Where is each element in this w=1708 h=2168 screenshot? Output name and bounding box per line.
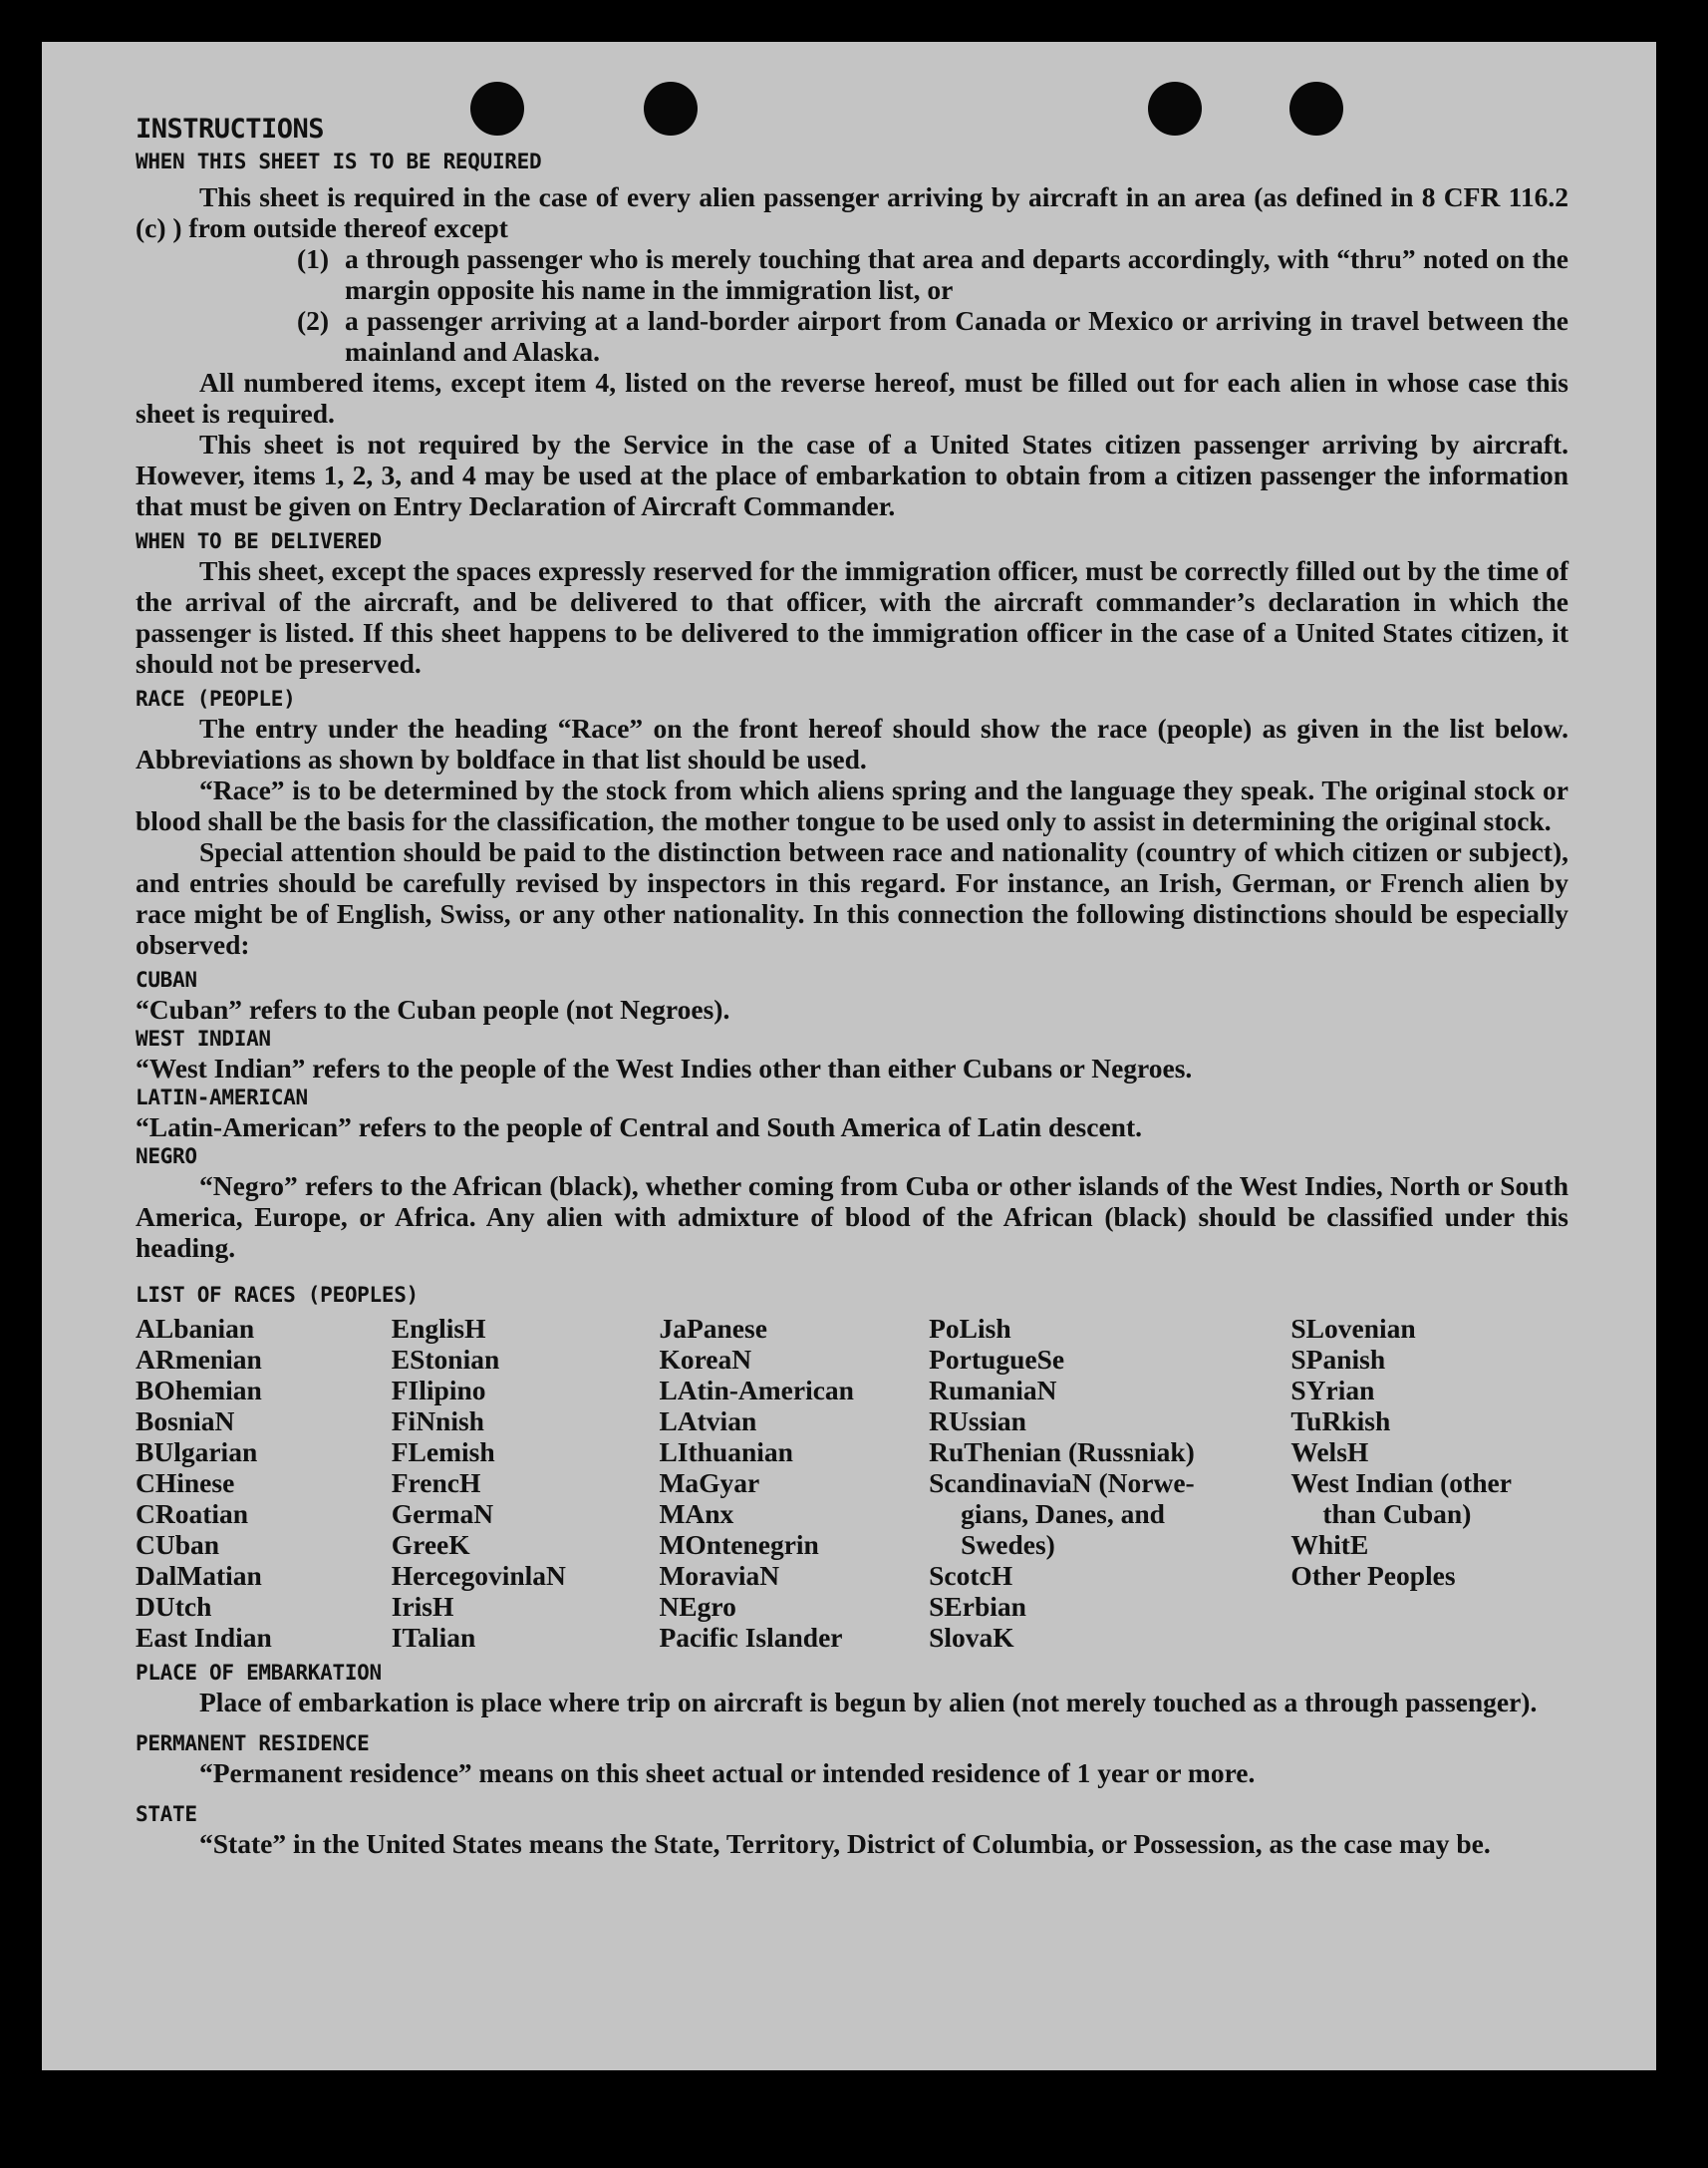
heading-cuban: CUBAN	[136, 968, 197, 992]
race-entry: ALbanian	[136, 1313, 255, 1344]
required-intro: This sheet is required in the case of every alien passenger arriving by aircraft in an area (as defined in 8 CFR 116.2 (c) ) from outside thereof except	[136, 181, 1568, 243]
heading-west-indian: WEST INDIAN	[136, 1027, 271, 1051]
race-entry: CUban	[136, 1529, 220, 1560]
race-entry: LAtin-American	[659, 1375, 854, 1405]
latin-american-text: “Latin-American” refers to the people of Central and South America of Latin descent.	[136, 1111, 1142, 1142]
race-para-2: “Race” is to be determined by the stock from which aliens spring and the language they speak. The original stock or blood shall be the basis for the classification, the mother tongue to be used only to assist in determining the original stock.	[136, 774, 1568, 836]
instructions-body	[136, 112, 1568, 1859]
west-indian-text: “West Indian” refers to the people of the West Indies other than either Cubans or Negroes.	[136, 1053, 1193, 1084]
race-entry: BosniaN	[136, 1405, 235, 1436]
race-entry: MOntenegrin	[659, 1529, 819, 1560]
race-entry: ScotcH	[929, 1560, 1013, 1591]
heading-when-required: WHEN THIS SHEET IS TO BE REQUIRED	[136, 150, 542, 173]
race-entry: gians, Danes, and	[961, 1498, 1165, 1529]
race-entry: GreeK	[391, 1529, 470, 1560]
race-entry: BUlgarian	[136, 1436, 258, 1467]
heading-permanent-residence: PERMANENT RESIDENCE	[136, 1731, 370, 1755]
heading-latin-american: LATIN-AMERICAN	[136, 1085, 308, 1109]
race-entry: East Indian	[136, 1622, 272, 1653]
race-entry: HercegovinlaN	[391, 1560, 566, 1591]
race-entry: WhitE	[1290, 1529, 1369, 1560]
race-entry: LIthuanian	[659, 1436, 793, 1467]
race-entry: BOhemian	[136, 1375, 262, 1405]
cuban-text: “Cuban” refers to the Cuban people (not Negroes).	[136, 994, 730, 1025]
race-entry: KoreaN	[659, 1344, 752, 1375]
embarkation-text: Place of embarkation is place where trip on aircraft is begun by alien (not merely touched as a through passenger).	[199, 1687, 1538, 1717]
races-column-3	[659, 1313, 929, 1653]
race-entry: PoLish	[929, 1313, 1011, 1344]
race-entry: RumaniaN	[929, 1375, 1057, 1405]
race-entry: FrencH	[391, 1467, 481, 1498]
race-entry: IrisH	[391, 1591, 454, 1622]
races-column-2	[392, 1313, 660, 1653]
document-page	[42, 42, 1656, 2070]
race-entry: MAnx	[659, 1498, 734, 1529]
race-entry: TuRkish	[1290, 1405, 1391, 1436]
race-entry: RUssian	[929, 1405, 1026, 1436]
races-column-5	[1290, 1313, 1568, 1653]
race-entry: SlovaK	[929, 1622, 1014, 1653]
race-entry: FLemish	[391, 1436, 495, 1467]
race-para-1: The entry under the heading “Race” on the front hereof should show the race (people) as given in the list below. Abbreviations as shown by boldface in that list should be used.	[136, 713, 1568, 774]
race-entry: DUtch	[136, 1591, 212, 1622]
race-entry: CRoatian	[136, 1498, 249, 1529]
race-entry: Other Peoples	[1290, 1560, 1456, 1591]
delivered-text: This sheet, except the spaces expressly reserved for the immigration officer, must be correctly filled out by the time of the arrival of the aircraft, and be delivered to that officer, with the aircraft commander’s declaration in which the passenger is listed. If this sheet happens to be delivered to the immigration officer in the case of a United States citizen, it should not be preserved.	[136, 555, 1568, 679]
heading-negro: NEGRO	[136, 1144, 197, 1168]
race-entry: FIlipino	[391, 1375, 486, 1405]
race-entry: NEgro	[659, 1591, 736, 1622]
race-entry: LAtvian	[659, 1405, 757, 1436]
race-entry: EStonian	[391, 1344, 500, 1375]
race-entry: CHinese	[136, 1467, 235, 1498]
exception-item: (1) a through passenger who is merely touching that area and departs accordingly, with “thru” noted on the margin opposite his name in the immigration list, or	[297, 243, 1568, 305]
state-text: “State” in the United States means the State, Territory, District of Columbia, or Possession, as the case may be.	[199, 1828, 1491, 1859]
race-entry: RuThenian (Russniak)	[929, 1436, 1195, 1467]
race-entry: SYrian	[1290, 1375, 1375, 1405]
residence-text: “Permanent residence” means on this sheet actual or intended residence of 1 year or more.	[199, 1757, 1256, 1788]
race-entry: than Cuban)	[1322, 1498, 1472, 1529]
heading-state: STATE	[136, 1802, 197, 1826]
race-entry: PortugueSe	[929, 1344, 1065, 1375]
race-entry: FiNnish	[391, 1405, 484, 1436]
race-entry: MoraviaN	[659, 1560, 780, 1591]
races-column-4	[929, 1313, 1290, 1653]
race-entry: SLovenian	[1290, 1313, 1416, 1344]
race-entry: JaPanese	[659, 1313, 767, 1344]
race-entry: EnglisH	[391, 1313, 486, 1344]
race-entry: GermaN	[391, 1498, 494, 1529]
race-entry: ITalian	[391, 1622, 476, 1653]
races-table	[136, 1313, 1568, 1653]
race-entry: WelsH	[1290, 1436, 1369, 1467]
race-entry: ARmenian	[136, 1344, 262, 1375]
heading-when-delivered: WHEN TO BE DELIVERED	[136, 529, 382, 553]
heading-place-of-embarkation: PLACE OF EMBARKATION	[136, 1661, 382, 1685]
race-entry: Swedes)	[961, 1529, 1055, 1560]
required-para-3: This sheet is not required by the Service in the case of a United States citizen passenger arriving by aircraft. However, items 1, 2, 3, and 4 may be used at the place of embarkation to obtain from a citizen passenger the information that must be given on Entry Declaration of Aircraft Commander.	[136, 429, 1568, 521]
heading-race: RACE (PEOPLE)	[136, 687, 296, 711]
required-para-2: All numbered items, except item 4, listed on the reverse hereof, must be filled out for each alien in whose case this sheet is required.	[136, 367, 1568, 429]
exceptions-list	[297, 243, 1568, 367]
race-entry: DalMatian	[136, 1560, 262, 1591]
heading-list-of-races: LIST OF RACES (PEOPLES)	[136, 1283, 419, 1307]
race-entry: ScandinaviaN (Norwe-	[929, 1467, 1195, 1498]
races-column-1	[136, 1313, 392, 1653]
race-para-3: Special attention should be paid to the distinction between race and nationality (country of which citizen or subject), and entries should be carefully revised by inspectors in this regard. For instance, an Irish, German, or French alien by race might be of English, Swiss, or any other nationality. In this connection the following distinctions should be especially observed:	[136, 836, 1568, 960]
negro-text: “Negro” refers to the African (black), whether coming from Cuba or other islands of the West Indies, North or South America, Europe, or Africa. Any alien with admixture of blood of the African (black) should be classified under this heading.	[136, 1170, 1568, 1263]
race-entry: SErbian	[929, 1591, 1026, 1622]
race-entry: West Indian (other	[1290, 1467, 1512, 1498]
page-title: INSTRUCTIONS	[136, 114, 325, 145]
race-entry: MaGyar	[659, 1467, 760, 1498]
race-entry: SPanish	[1290, 1344, 1386, 1375]
race-entry: Pacific Islander	[659, 1622, 843, 1653]
exception-item: (2) a passenger arriving at a land-border airport from Canada or Mexico or arriving in travel between the mainland and Alaska.	[297, 305, 1568, 367]
